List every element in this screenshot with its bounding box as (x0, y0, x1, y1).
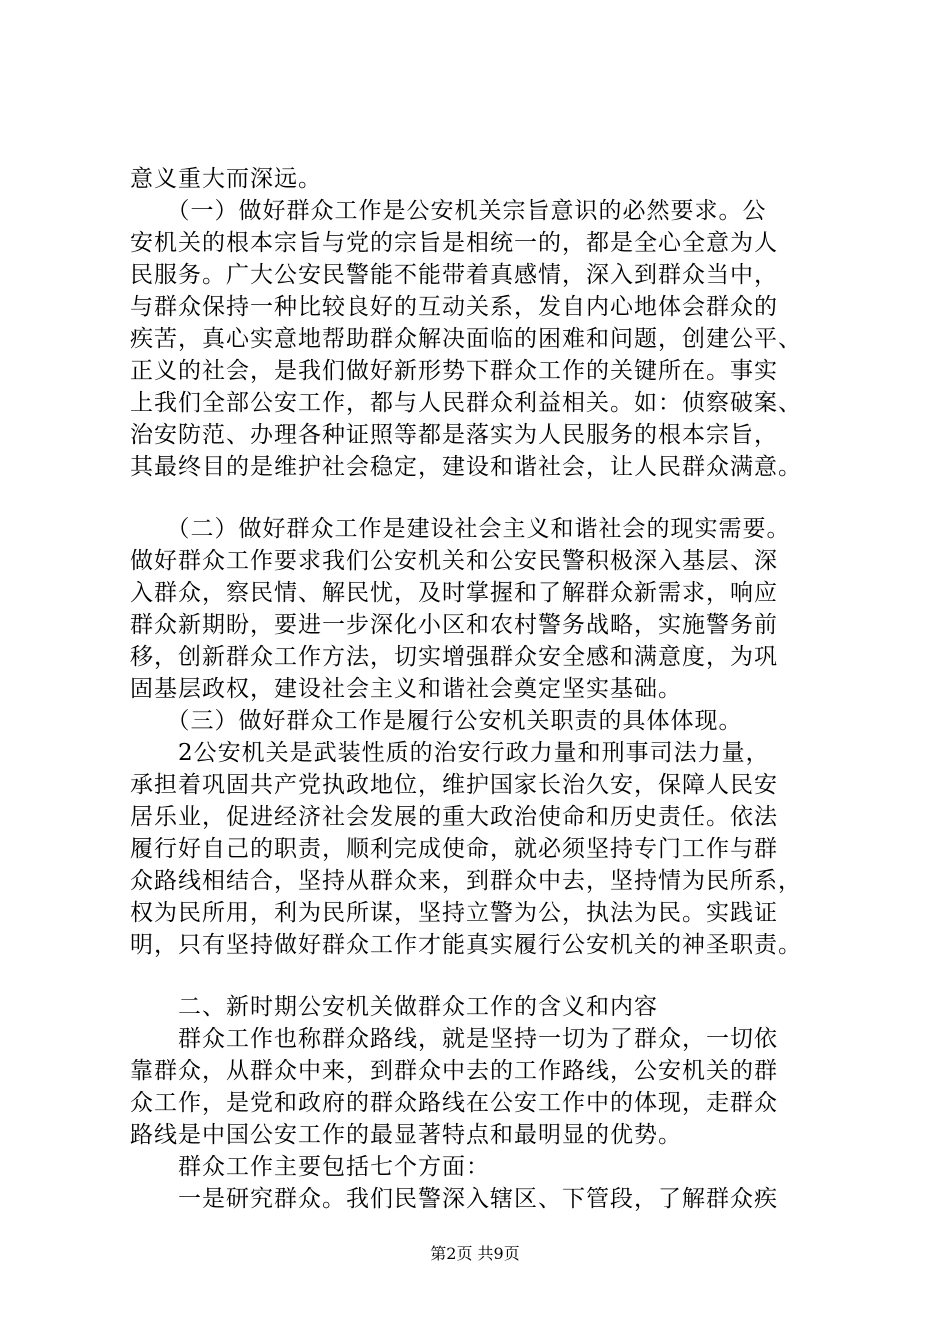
text-line: 意义重大而深远。 (130, 166, 322, 192)
text-line: 群众工作也称群众路线，就是坚持一切为了群众，一切依 (130, 1026, 778, 1052)
text-line: 入群众，察民情、解民忧，及时掌握和了解群众新需求，响应 (130, 580, 778, 606)
paragraph-gap (130, 961, 850, 991)
text-line: 众工作，是党和政府的群众路线在公安工作中的体现，走群众 (130, 1090, 778, 1116)
text-line: （三）做好群众工作是履行公安机关职责的具体体现。 (130, 708, 743, 734)
text-line: 上我们全部公安工作，都与人民群众利益相关。如：侦察破案、 (130, 390, 802, 416)
text-line: 群众工作主要包括七个方面： (130, 1154, 490, 1180)
section-one-block (130, 163, 850, 483)
text-line: （二）做好群众工作是建设社会主义和谐社会的现实需要。 (130, 516, 791, 542)
text-line: 二、新时期公安机关做群众工作的含义和内容 (130, 994, 658, 1020)
text-line: 做好群众工作要求我们公安机关和公安民警积极深入基层、深 (130, 548, 778, 574)
text-line: 安机关的根本宗旨与党的宗旨是相统一的，都是全心全意为人 (130, 230, 778, 256)
page-footer: 第2页 共9页 (430, 1244, 520, 1263)
text-line: 正义的社会，是我们做好新形势下群众工作的关键所在。事实 (130, 358, 778, 384)
paragraph-gap (130, 483, 850, 513)
text-line: 路线是中国公安工作的最显著特点和最明显的优势。 (130, 1122, 682, 1148)
section-two-three-block (130, 513, 850, 961)
text-line: 与群众保持一种比较良好的互动关系，发自内心地体会群众的 (130, 294, 778, 320)
text-line: 群众新期盼，要进一步深化小区和农村警务战略，实施警务前 (130, 612, 778, 638)
text-line: 承担着巩固共产党执政地位，维护国家长治久安，保障人民安 (130, 772, 778, 798)
body-text (130, 163, 850, 1215)
text-line: 众路线相结合，坚持从群众来，到群众中去，坚持情为民所系， (130, 868, 802, 894)
text-line: 居乐业，促进经济社会发展的重大政治使命和历史责任。依法 (130, 804, 778, 830)
text-line: 疾苦，真心实意地帮助群众解决面临的困难和问题，创建公平、 (130, 326, 802, 352)
text-line: 移，创新群众工作方法，切实增强群众安全感和满意度，为巩 (130, 644, 778, 670)
text-line: 其最终目的是维护社会稳定，建设和谐社会，让人民群众满意。 (130, 454, 802, 480)
text-line: 靠群众，从群众中来，到群众中去的工作路线，公安机关的群 (130, 1058, 778, 1084)
text-line: 履行好自己的职责，顺利完成使命，就必须坚持专门工作与群 (130, 836, 778, 862)
text-line: 权为民所用，利为民所谋，坚持立警为公，执法为民。实践证 (130, 900, 778, 926)
text-line: 一是研究群众。我们民警深入辖区、下管段，了解群众疾 (130, 1186, 778, 1212)
text-line: （一）做好群众工作是公安机关宗旨意识的必然要求。公 (130, 198, 767, 224)
text-line: 固基层政权，建设社会主义和谐社会奠定坚实基础。 (130, 676, 682, 702)
text-line: 明，只有坚持做好群众工作才能真实履行公安机关的神圣职责。 (130, 932, 802, 958)
text-line: 治安防范、办理各种证照等都是落实为人民服务的根本宗旨， (130, 422, 778, 448)
text-line: 民服务。广大公安民警能不能带着真感情，深入到群众当中， (130, 262, 778, 288)
text-line: 2公安机关是武装性质的治安行政力量和刑事司法力量， (130, 740, 770, 766)
section-four-block (130, 991, 850, 1215)
